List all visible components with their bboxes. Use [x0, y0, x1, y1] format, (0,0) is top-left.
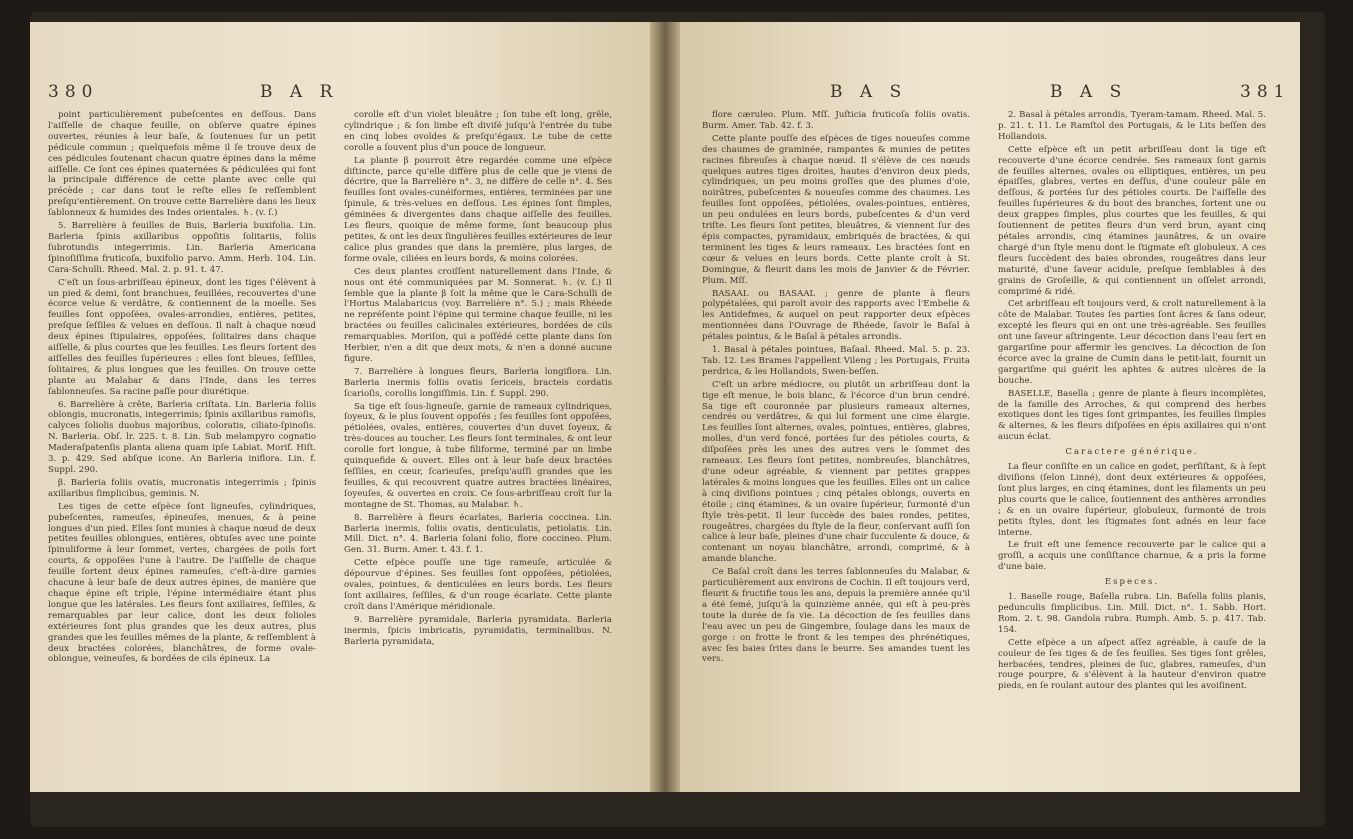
paragraph: 7. Barrelière à longues fleurs, Barleria longiflora. Lin. Barleria inermis foliis ovatis ſericeis, bracteis cordatis ſcarioſis, corollis longiſſimis. Lin. f. Suppl. 290. — [344, 366, 612, 399]
right-column-2 — [998, 110, 1266, 694]
paragraph: Le fruit eſt une ſemence recouverte par le calice qui a groſſi, a acquis une conſiſtance charnue, & a pris la forme d'une baie. — [998, 540, 1266, 573]
left-column-1 — [48, 110, 316, 667]
section-heading: Caractere générique. — [1065, 447, 1199, 458]
paragraph: Cette eſpèce a un aſpect aſſez agréable, à cauſe de la couleur de ſes tiges & de ſes feuilles. Ses tiges ſont grêles, herbacées, tendres, pleines de ſuc, glabres, rameuſes, d'un rouge pourpre, & s'élèvent à la hauteur d'environ quatre pieds, en ſe roulant autour des plantes qui les avoiſinent. — [998, 637, 1266, 692]
paragraph: Ce Baſal croît dans les terres ſablonneuſes du Malabar, & particulièrement aux environs de Cochin. Il eſt toujours verd, fleurit & fructifie tous les ans, depuis la première année qu'il a été ſemé, juſqu'à la quinzième année, qui eſt à peu-près toute la durée de ſa vie. La décoction de ſes feuilles dans l'eau avec un peu de Gingembre, ſoulage dans les maux de gorge : on frotte le front & les tempes des phrénétiques, avec ſes baies ſrites dans le beurre. Ses amandes tuent les vers. — [702, 567, 970, 665]
left-page — [30, 22, 650, 792]
paragraph: 1. Basal à pétales pointues, Baſaal. Rheed. Mal. 5. p. 23. Tab. 12. Les Brames l'appellent Vileng ; les Portugais, Fruita perdrica, & les Hollandois, Swen-beſſen. — [702, 345, 970, 377]
paragraph: corolle eſt d'un violet bleuâtre ; ſon tube eſt long, grêle, cylindrique ; & ſon limbe eſt diviſé juſqu'à l'entrée du tube en cinq lobes ovoïdes & preſqu'égaux. Le tube de cette corolle a ſouvent plus d'un pouce de longueur. — [344, 110, 612, 153]
paragraph: 9. Barrelière pyramidale, Barleria pyramidata. Barleria inermis, ſpicis imbricatis, pyramidatis, terminalibus. N. Barleria pyramidata, — [344, 614, 612, 647]
right-running-head — [680, 82, 1300, 110]
left-running-head — [30, 82, 650, 110]
paragraph: point particulièrement pubeſcentes en deſſous. Dans l'aiſſelle de chaque feuille, on obſerve quatre épines ouvertes, réunies à leur baſe, & ſoutenues ſur un petit pédicule commun ; quelquefois même il ſe trouve deux de ces pédicules ſoutenant chacun quatre épines dans la même aiſſelle. Ce ſont ces épines quaternées & pédiculées qui font la principale différence de cette plante avec celle qui précède ; car dans tout le reſte elles ſe reſſemblent preſqu'entièrement. On trouve cette Barrelière dans les lieux ſablonneux & humides des Indes orientales. ♄. (v. ſ.) — [48, 110, 316, 219]
paragraph: 2. Basal à pétales arrondis, Tyeram-tamam. Rheed. Mal. 5. p. 21. t. 11. Le Ramſtol des Portugais, & le Lits beſſen des Hollandois. — [998, 110, 1266, 142]
paragraph: La fleur conſiſte en un calice en godet, perſiſtant, & à ſept diviſions (ſelon Linné), dont deux extérieures & oppoſées, ſont plus larges, en cinq étamines, dont les filaments un peu plus courts que le calice, ſoutiennent des anthères arrondies ; & en un ovaire ſupérieur, globuleux, ſurmonté de trois petits ſtyles, dont les ſtigmates ſont adnés en leur face interne. — [998, 462, 1266, 538]
left-column-2 — [344, 110, 612, 650]
paragraph: Ces deux plantes croiſſent naturellement dans l'Inde, & nous ont été communiquées par M. Sonnerat. ♄. (v. ſ.) Il ſemble que la plante β ſoit la même que le Cara-Schulli de l'Hortus Malabaricus (voy. Barrelière n°. 5.) ; mais Rhéede ne repréſente point l'épine qui termine chaque feuille, ni les bractées ou feuilles calicinales extérieures, bordées de cils remarquables. Moriſon, qui a poſſédé cette plante dans ſon Herbier, n'en a dit que deux mots, & n'en a donné aucune figure. — [344, 266, 612, 364]
right-page-number: 381 — [1240, 82, 1291, 102]
paragraph: Cette plante pouſſe des eſpèces de tiges noueuſes comme des chaumes de graminée, rampantes & munies de petites racines fibreuſes à chaque nœud. Il s'élève de ces nœuds quelques autres tiges droites, hautes d'environ deux pieds, cylindriques, un peu moins groſſes que des plumes d'oie, noirâtres, pubeſcentes & noueuſes comme des chaumes. Les feuilles ſont oppoſées, pétiolées, ovales-pointues, entières, un peu ondulées en leurs bords, pubeſcentes & d'un verd triſte. Les fleurs ſont petites, bleuâtres, & viennent ſur des épis compactes, pyramidaux, embriqués de bractées, & qui terminent les tiges & leurs rameaux. Les bractées ſont en cœur & velues en leurs bords. Cette plante croît à St. Domingue, & fleurit dans les mois de Janvier & de Février. Plum. Mſſ. — [702, 133, 970, 286]
paragraph: β. Barleria foliis ovatis, mucronatis integerrimis ; ſpinis axillaribus ſimplicibus, geminis. N. — [48, 477, 316, 499]
paragraph: Cette eſpèce eſt un petit arbriſſeau dont la tige eſt recouverte d'une écorce cendrée. Ses rameaux ſont garnis de feuilles alternes, ovales ou elliptiques, entières, un peu épaiſſes, glabres, vertes en deſſus, d'une couleur pâle en deſſous, & portées ſur des pétioles courts. De l'aiſſelle des feuilles ſupérieures & du bout des branches, ſortent une ou deux grappes ſimples, plus courtes que les feuilles, & qui ſoutiennent de petites fleurs d'un verd brun, ayant cinq pétales arrondis, cinq étamines jaunâtres, & un ovaire chargé d'un ſtyle menu dont le ſtigmate eſt globuleux. A ces fleurs ſuccèdent des baies obrondes, rougeâtres dans leur maturité, d'une ſaveur acidule, preſque ſemblables à des grains de Groſeille, & qui contiennent un oſſelet arrondi, comprimé & ridé. — [998, 144, 1266, 297]
paragraph: BASELLE, Basella ; genre de plante à fleurs incomplètes, de la famille des Arroches, & qui comprend des herbes exotiques dont les tiges ſont grimpantes, les feuilles ſimples & alternes, & les fleurs diſpoſées en épis axillaires qui n'ont aucun éclat. — [998, 388, 1266, 443]
paragraph: 1. Baselle rouge, Baſella rubra. Lin. Baſella foliis planis, pedunculis ſimplicibus. Lin. Mill. Dict. n°. 1. Sabb. Hort. Rom. 2. t. 98. Gandola rubra. Rumph. Amb. 5. p. 417. Tab. 154. — [998, 592, 1266, 635]
book-gutter — [650, 22, 680, 792]
section-heading: Especes. — [1104, 577, 1160, 588]
left-header-word: B A R — [260, 82, 339, 102]
paragraph: 8. Barrelière à fleurs écarlates, Barleria coccinea. Lin. Barleria inermis, foliis ovatis, denticulatis, petiolatis. Lin. Mill. Dict. n°. 4. Barleria ſolani folio, flore coccineo. Plum. Gen. 31. Burm. Amer. t. 43. f. 1. — [344, 512, 612, 556]
paragraph: Sa tige eſt ſous-ligneuſe, garnie de rameaux cylindriques, ſoyeux, & le plus ſouvent oppoſés ; ſes feuilles ſont oppoſées, pétiolées, ovales, entières, couvertes d'un duvet ſoyeux, & très-douces au toucher. Les fleurs ſont terminales, & ont leur corolle fort longue, à tube filiforme, terminé par un limbe quinquefide & ouvert. Elles ont à leur baſe deux bractées ſeſſiles, en cœur, ſcarieuſes, preſqu'auſſi grandes que les feuilles, & qui recouvrent quatre autres bractées linéaires, ſoyeuſes, & ouvertes en croix. Ce ſous-arbriſſeau croît ſur la montagne de St. Thomas, au Malabar. ♄. — [344, 401, 612, 510]
paragraph: 6. Barrelière à crête, Barleria criſtata. Lin. Barleria foliis oblongis, mucronatis, integerrimis; ſpinis axillaribus ramoſis, calyces ſoliolis duobus majoribus, coloratis, ciliato-ſpinoſis. N. Barleria. Obſ. lr. 225. t. 8. Lin. Sub melampyro cognatio Maderaſpatenſis planta aliena quam ipſe Labiat. Morif. Hiſt. 3. p. 429. Sed abſque icone. An Barleria iniflora. Lin. f. Suppl. 290. — [48, 399, 316, 475]
paragraph: flore cæruleo. Plum. Mſſ. Juſticia fruticoſa foliis ovatis. Burm. Amer. Tab. 42. f. 3. — [702, 110, 970, 131]
paragraph: La plante β pourroit être regardée comme une eſpèce diſtincte, parce qu'elle diffère plus de celle que je viens de décrire, que la Barrelière n°. 3, ne diffère de celle n°. 4. Ses feuilles ſont ovales-cunéiformes, entières, terminées par une ſpinule, & très-velues en deſſous. Les épines ſont ſimples, géminées & divergentes dans chaque aiſſelle des feuilles. Les fleurs, quoique de même forme, ſont beaucoup plus petites, & ont les deux ſingulières feuilles extérieures de leur calice plus grandes que dans la première, plus larges, de forme ovale, ciliées en leurs bords, & moins colorées. — [344, 155, 612, 264]
paragraph: Les tiges de cette eſpèce ſont ligneuſes, cylindriques, pubeſcentes, rameuſes, épineuſes, menues, & à peine longues d'un pied. Elles ſont munies à chaque nœud de deux petites feuilles oblongues, entières, obtuſes avec une pointe ſpinuliforme à leur ſommet, vertes, chargées de poils fort courts, & oppoſées l'une à l'autre. De l'aiſſelle de chaque feuille ſortent deux épines rameuſes, c'eſt-à-dire garnies chacune à leur baſe de deux autres épines, de manière que chaque épine eſt triple, l'épine intermédiaire étant plus longue que les latérales. Les fleurs ſont axillaires, ſeſſiles, & remarquables par leur calice, dont les deux folioles extérieures ſont plus grandes que les deux autres, plus grandes que les feuilles mêmes de la plante, & reſſemblent à deux bractées colorées, blanchâtres, de forme ovale-oblongue, veineuſes, & bordées de cils épineux. La — [48, 501, 316, 665]
paragraph: 5. Barrelière à feuilles de Buis, Barleria buxifolia. Lin. Barleria ſpinis axillaribus oppoſitis ſolitariis, foliis ſubrotundis integerrimis. Lin. Barleria Americana ſpinoſiſſima fruticoſa, buxifolio parvo. Amm. Herb. 104. Lin. Cara-Schulli. Rheed. Mal. 2. p. 91. t. 47. — [48, 221, 316, 275]
paragraph: Cet arbriſſeau eſt toujours verd, & croît naturellement à la côte de Malabar. Toutes ſes parties ſont âcres & ſans odeur, excepté les fleurs qui en ont une très-agréable. Ses feuilles ont une ſaveur aſtringente. Leur décoction dans l'eau ſert en gargariſme pour affermir les gencives. La décoction de ſon écorce avec la graine de Cumin dans le petit-lait, fournit un gargariſme qui guérit les aphtes & autres ulcères de la bouche. — [998, 299, 1266, 386]
paragraph: C'eſt un ſous-arbriſſeau épineux, dont les tiges ſ'élèvent à un pied & demi, ſont branchues, feuillées, recouvertes d'une écorce velue & verdâtre, & contiennent de la moelle. Ses feuilles ſont oppoſées, ovales-arrondies, entières, petites, preſque ſeſſiles & velues en deſſous. Il naît à chaque nœud deux épines ſtipulaires, oppoſées, ſolitaires dans chaque aiſſelle, & plus courtes que les feuilles. Les fleurs ſortent des aiſſelles des feuilles ſupérieures : elles ſont bleues, ſeſſiles, ſolitaires, & plus longues que les feuilles. On trouve cette plante au Malabar & dans l'Inde, dans les terres ſablonneuſes. Sa racine paſſe pour diurétique. — [48, 277, 316, 397]
right-page — [680, 22, 1300, 792]
paragraph: C'eſt un arbre médiocre, ou plutôt un arbriſſeau dont la tige eſt menue, le bois blanc, & l'écorce d'un brun cendré. Sa tige eſt couronnée par plusieurs rameaux alternes, cendrés ou verdâtres, & qui lui forment une cime élargie. Les feuilles ſont alternes, ovales, pointues, entières, glabres, molles, d'un verd foncé, portées ſur des pétioles courts, & diſpoſées près les unes des autres vers le ſommet des rameaux. Les fleurs ſont petites, nombreuſes, blanchâtres, d'une odeur agréable, & viennent par petites grappes latérales & moins longues que les feuilles. Elles ont un calice à cinq diviſions pointues ; cinq pétales oblongs, ouverts en étoile ; cinq étamines, & un ovaire ſupérieur, ſurmonté d'un ſtyle très-petit. Il leur ſuccède des baies rondes, petites, rougeâtres, chargées du ſtyle de la fleur, conſervant auſſi ſon calice à leur baſe, pleines d'une chair ſucculente & douce, & contenant un noyau blanchâtre, arrondi, comprimé, & à amande blanche. — [702, 379, 970, 565]
right-header-word-right: B A S — [1050, 82, 1128, 102]
paragraph: Cette eſpèce pouſſe une tige rameuſe, articulée & dépourvue d'épines. Ses feuilles ſont oppoſées, pétiolées, ovales, pointues, & denticulées en leurs bords. Les fleurs ſont axillaires, ſeſſiles, & d'un rouge écarlate. Cette plante croît dans l'Amérique méridionale. — [344, 558, 612, 612]
paragraph: BASAAL ou BASAAL ; genre de plante à fleurs polypétalées, qui paroît avoir des rapports avec l'Embelie & les Antidefmes, & auquel on peut rapporter deux eſpèces mentionnées dans l'Ouvrage de Rhéede, ſavoir le Baſal à pétales pointus, & le Baſal à pétales arrondis. — [702, 288, 970, 343]
right-column-1 — [702, 110, 970, 667]
right-header-word-left: B A S — [830, 82, 908, 102]
left-page-number: 380 — [48, 82, 99, 102]
